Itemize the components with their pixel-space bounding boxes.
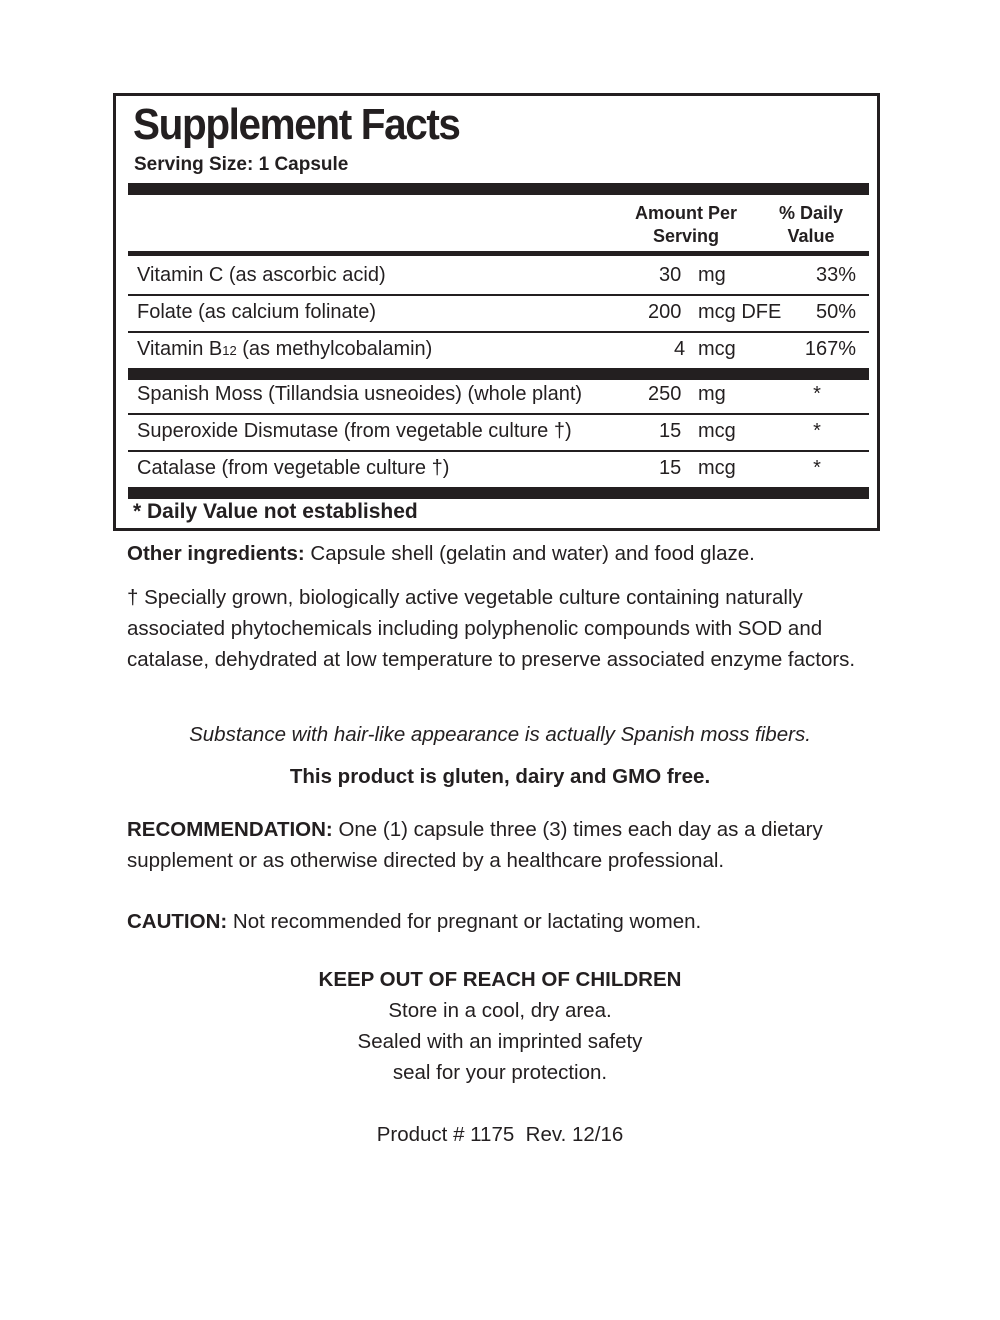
amount-per-serving-header: Amount Per Serving: [634, 203, 737, 246]
hair-note: Substance with hair-like appearance is actually Spanish moss fibers.: [189, 723, 811, 746]
panel-title: Supplement Facts: [133, 100, 460, 149]
daily-value-header: % Daily Value: [778, 203, 844, 246]
free-from-statement: This product is gluten, dairy and GMO free.: [289, 765, 711, 788]
storage-line-2: Sealed with an imprinted safety: [357, 1030, 643, 1053]
nutrient-row: Vitamin C (as ascorbic acid) 30 mg 33%: [137, 264, 856, 286]
ingredient-row: Superoxide Dismutase (from vegetable culture †) 15 mcg *: [137, 420, 821, 442]
recommendation: RECOMMENDATION: One (1) capsule three (3) times each day as a dietary supplement or as otherwise directed by a healthcare professional.: [127, 818, 823, 872]
serving-size: Serving Size: 1 Capsule: [134, 154, 349, 175]
nutrient-row: Folate (as calcium folinate) 200 mcg DFE 50%: [137, 301, 856, 323]
supplement-facts-panel: [113, 93, 880, 531]
other-ingredients: Other ingredients: Capsule shell (gelatin and water) and food glaze.: [127, 542, 755, 565]
divider-thick: [128, 183, 869, 195]
keep-out-of-reach-heading: KEEP OUT OF REACH OF CHILDREN: [318, 968, 682, 991]
nutrient-row: Vitamin B12 (as methylcobalamin) 4 mcg 167%: [137, 338, 856, 360]
divider-thick: [128, 487, 869, 499]
daily-value-footnote: * Daily Value not established: [133, 500, 418, 523]
ingredient-row: Catalase (from vegetable culture †) 15 mcg *: [137, 457, 821, 479]
dagger-note: † Specially grown, biologically active vegetable culture containing naturally associated phytochemicals including polyphenolic compounds with SOD and catalase, dehydrated at low temperature to preserve associated enzyme factors.: [127, 586, 856, 671]
storage-line-1: Store in a cool, dry area.: [388, 999, 612, 1022]
ingredient-row: Spanish Moss (Tillandsia usneoides) (whole plant) 250 mg *: [137, 383, 821, 405]
storage-line-3: seal for your protection.: [392, 1061, 608, 1084]
product-info: Product # 1175 Rev. 12/16: [376, 1123, 624, 1146]
divider-medium: [128, 251, 869, 256]
caution: CAUTION: Not recommended for pregnant or lactating women.: [127, 910, 702, 933]
